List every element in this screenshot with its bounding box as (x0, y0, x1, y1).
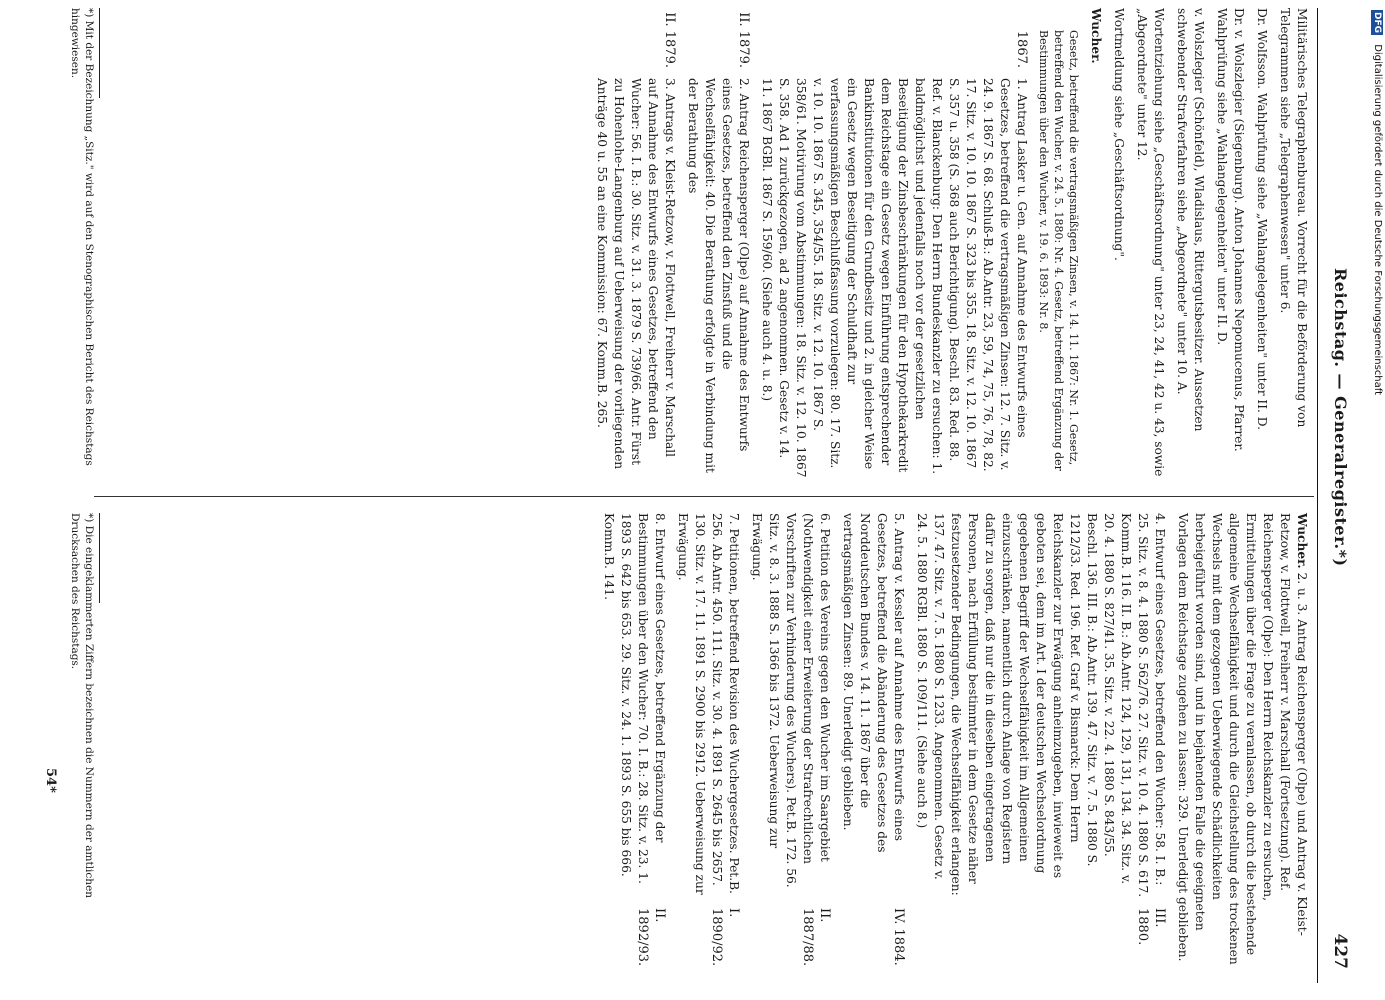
item-text: 8. Entwurf eines Gesetzes, betreffend Ergänzung der Bestimmungen über den Wucher: 70. I. B.: 28. Sitz. v. 23. 1. 1893 S. 642 bis 653. 29. Sitz. v. 24. 1. 1893 S. 655 bis 666. Komm.B. 141. (602, 513, 667, 884)
section-heading-wucher: Wucher. (1089, 8, 1103, 64)
session-year: II. 1892/93. (635, 908, 667, 967)
scanned-page (18, 8, 1358, 983)
list-item (593, 8, 678, 478)
list-item (748, 513, 833, 978)
digitization-text: Digitalisierung gefördert durch die Deutsche Forschungsgemeinschaft (1372, 44, 1383, 396)
page-title: Reichstag. — Generalregister.*) (1331, 268, 1350, 567)
right-column (100, 513, 1310, 978)
item-text: 2. Antrag Reichensperger (Olpe) auf Annahme des Entwurfs eines Gesetzes, betreffend den Zinsfuß und die Wechselfähigkeit: 40. Die Berathung erfolgte in Verbindung mit der Berathung des (686, 78, 751, 473)
session-year: II. 1887/88. (800, 908, 832, 967)
footnote-rule (99, 513, 100, 603)
item-text: 4. Entwurf eines Gesetzes, betreffend den Wucher: 58. I. B.: 25. Sitz. v. 8. 4. 1880 S. 562/76. 27. Sitz. v. 10. 4. 1880 S. 617. Komm.B. 116. II. B.: Ab.Antr. 124, 129, 131, 134. 34. Sitz. v. 20. 4. 1880 S. 827/41. 35. Sitz. v. 22. 4. 1880 S. 843/55. Beschl. 136. III. B.: Ab.Antr. 139. 47. Sitz. v. 7. 5. 1880 S. 1212/33. Red. 196. Ref. Graf v. Bismarck: Dem Herrn Reichskanzler zur Erwägung anheimzugeben, inwieweit es geboten sei, dem im Art. I der deutschen Wechselordnung gegebenen Begriff der Wechselfähigkeit im Allgemeinen einzuschränken, namentlich durch Anlage von Registern dafür zu sorgen, daß nur die in dieselben eingetragenen Personen, nach Erfüllung bestimmter in dem Gesetze näher festzusetzender Bedingungen, die Wechselfähigkeit erlangen: 137. 47. Sitz. v. 7. 5. 1880 S. 1233. Angenommen. Gesetz v. 24. 5. 1880 RGBl. 1880 S. 109/111. (Siehe auch 8.) (915, 513, 1167, 898)
session-year: III. 1880. (1135, 908, 1167, 946)
dfg-logo-icon: DFG (1372, 12, 1382, 34)
list-item (600, 513, 668, 978)
item-text: 1. Antrag Lasker u. Gen. auf Annahme des Entwurfs eines Gesetzes, betreffend die vertragsmäßigen Zinsen: 12. 7. Sitz. v. 24. 9. 1867 S. 68. Schluß-B.: Ab.Antr. 23, 59, 74, 75, 76, 78, 82. 17. Sitz. v. 10. 10. 1867 S. 323 bis 355. 18. Sitz. v. 12. 10. 1867 S. 357 u. 358 (S. 368 auch Berichtigung). Beschl. 83. Red. 88. Ref. v. Blanckenburg: Den Herrn Bundeskanzler zu ersuchen: 1. baldmöglichst und jedenfalls noch vor der gesetzlichen Beseitigung der Zinsbeschränkungen für den Hypothekarkredit dem Reichstage ein Gesetz wegen Einführung entsprechender Bankinstitutionen für den Grundbesitz und 2. in gleicher Weise ein Gesetz wegen Beseitigung der Schuldhaft zur verfassungsmäßigen Beschlußfassung vorzulegen: 80. 17. Sitz. v. 10. 10. 1867 S. 345, 354/55. 18. Sitz. v. 12. 10. 1867 S. 358/61. Motivirung vom Abstimmungen: 18. Sitz. v. 12. 10. 1867 S. 358. Ad 1 zurückgezogen, ad 2 angenommen. Gesetz v. 14. 11. 1867 BGBl. 1867 S. 159/60. (Siehe auch 4. u. 8.) (760, 78, 1029, 478)
index-entry: Militärisches Telegraphenbureau. Vorrecht für die Beförderung von Telegrammen siehe „Telegraphenwesen" unter 6. (1278, 8, 1309, 428)
continuation-entry (1174, 513, 1310, 978)
list-item (839, 513, 907, 978)
item-text: 6. Petition des Vereins gegen den Wucher im Saargebiet (Nothwendigkeit einer Erweiterung der Strafrechtlichen Vorschriften zur Verhinderung des Wuchers). Pet.B. 172. 56. Sitz. v. 8. 3. 1888 S. 1366 bis 1372. Ueberweisung zur Erwägung. (750, 513, 832, 888)
law-references: Gesetz, betreffend die vertragsmäßigen Zinsen, v. 14. 11. 1867: Nr. 1. Gesetz, betreffend den Wucher, v. 24. 5. 1880: Nr. 4. Gesetz, betreffend Ergänzung der Bestimmungen über den Wucher, v. 19. 6. 1893: Nr. 8. (1037, 30, 1080, 471)
index-entry: Dr. Wolfsson. Wahlprüfung siehe „Wahlangelegenheiten" unter II. D. (1255, 8, 1269, 430)
session-year: I. 1890/92. (709, 908, 741, 967)
digitization-note (1367, 10, 1383, 995)
left-column (100, 8, 1310, 478)
session-year: IV. 1884. (891, 908, 906, 966)
signature-mark: 54* (43, 768, 58, 793)
section-heading: Wucher. (1295, 513, 1309, 569)
item-text: 3. Antrags v. Kleist-Retzow, v. Flottwell, Freiherr v. Marschall auf Annahme des Entwurfs eines Gesetzes, betreffend den Wucher: 56. I. B.: 30. Sitz. v. 31. 3. 1879 S. 739/66. Antr. Fürst zu Hohenlohe-Langenburg auf Ueberweisung der vorliegenden Anträge 40 u. 55 an eine Kommission: 67. Komm.B. 265. (595, 78, 677, 470)
footnote-rule (99, 8, 100, 98)
page-header (1317, 8, 1358, 983)
list-item (913, 513, 1168, 978)
list-item (674, 513, 742, 978)
session-year: II. 1879. (736, 12, 751, 68)
index-entry: v. Wolszlegier (Schönfeld), Wladislaus, Rittergutsbesitzer. Aussetzen schwebender Strafverfahren siehe „Abgeordnete" unter 10. A. (1175, 8, 1206, 432)
index-entry: Wortentziehung siehe „Geschäftsordnung" unter 23, 24, 41, 42 u. 43, sowie „Abgeordnete" unter 12. (1135, 8, 1166, 477)
item-text: 5. Antrag v. Kessler auf Annahme des Entwurfs eines Gesetzes, betreffend die Abänderung des Gesetzes des Norddeutschen Bundes v. 14. 11. 1867 über die vertragsmäßigen Zinsen: 89. Unerledigt geblieben. (841, 513, 906, 853)
page-number: 427 (1330, 933, 1350, 969)
column-divider (94, 496, 1314, 497)
session-year: II. 1879. (662, 12, 677, 68)
rotated-page-content (18, 8, 1358, 983)
footnote: *) Die eingeklammerten Ziffern bezeichnen die Nummern der amtlichen Drucksachen des Reichstags. (69, 513, 95, 899)
index-entry: Wortmeldung siehe „Geschäftsordnung". (1112, 8, 1126, 261)
session-year: 1867. (1014, 30, 1029, 68)
list-item (684, 8, 752, 478)
item-text: 7. Petitionen, betreffend Revision des Wuchergesetzes. Pet.B. 256. Ab.Antr. 450. 111. Sitz. v. 30. 4. 1891 S. 2645 bis 2657. 130. Sitz. v. 17. 11. 1891 S. 2900 bis 2912. Ueberweisung zur Erwägung. (676, 513, 741, 895)
index-entry: Dr. v. Wolszlegier (Siegenburg). Anton Johannes Nepomucenus, Pfarrer. Wahlprüfung siehe „Wahlangelegenheiten" unter II. D. (1215, 8, 1246, 452)
footnote: *) Mit der Bezeichnung „Sitz." wird auf den Stenographischen Bericht des Reichstags hingewiesen. (69, 8, 95, 466)
continuation-text: 2. u. 3. Antrag Reichensperger (Olpe) und Antrag v. Kleist-Retzow, v. Flottwell, Freiherr v. Marschall (Fortsetzung). Ref. Reichensperger (Olpe): Den Herrn Reichskanzler zu ersuchen, Ermittelungen über die Frage zu veranlassen, ob durch die bestehende allgemeine Wechselfähigkeit und durch die Gleichstellung des trockenen Wechsels mit dem gezogenen Ueberwiegende Schädlichkeiten herbeigeführt worden sind, und in bejahenden Falle die geeigneten Vorlagen dem Reichstage zugehen zu lassen: 329. Unerledigt geblieben. (1176, 513, 1309, 965)
list-item (758, 8, 1030, 478)
